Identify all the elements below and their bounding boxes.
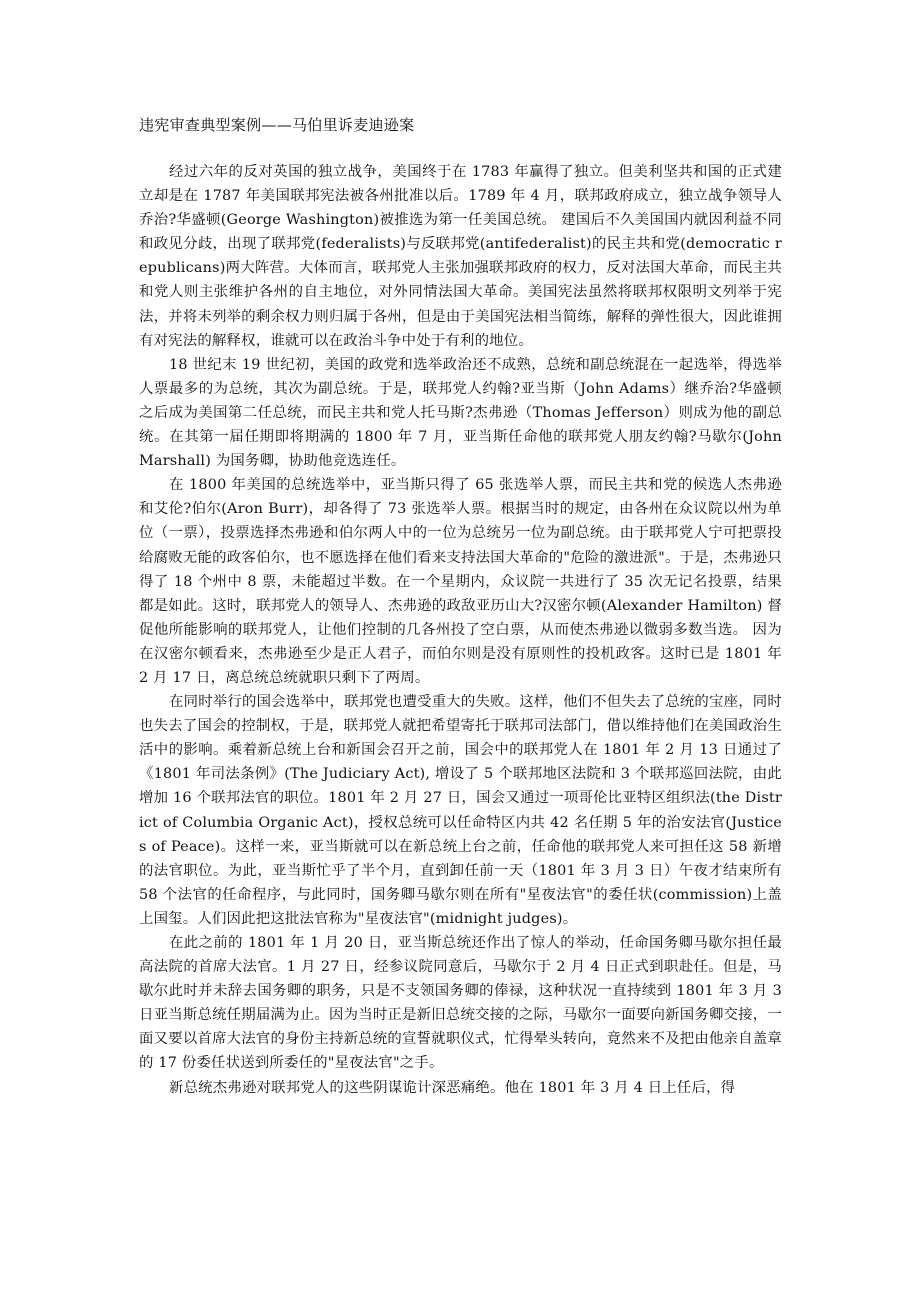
paragraph-3: 在 1800 年美国的总统选举中，亚当斯只得了 65 张选举人票，而民主共和党的候选人杰弗逊和艾伦?伯尔(Aron Burr)，却各得了 73 张选举人票。根据当时的规定，由各州在众议院以州为单位（一票），投票选择杰弗逊和伯尔两人中的一位为总统另一位为副总统。由于联邦党人宁可把票投给腐败无能的政客伯尔，也不愿选择在他们看来支持法国大革命的"危险的激进派"。于是，杰弗逊只得了 18 个州中 8 票，未能超过半数。在一个星期内，众议院一共进行了 35 次无记名投票，结果都是如此。这时，联邦党人的领导人、杰弗逊的政敌亚历山大?汉密尔顿(Alexander Hamilton) 督促他所能影响的联邦党人，让他们控制的几各州投了空白票，从而使杰弗逊以微弱多数当选。 因为在汉密尔顿看来，杰弗逊至少是正人君子，而伯尔则是没有原则性的投机政客。这时已是 1801 年 2 月 17 日，离总统总统就职只剩下了两周。 — [139, 477, 782, 686]
paragraph-1: 经过六年的反对英国的独立战争，美国终于在 1783 年赢得了独立。但美利坚共和国的正式建立却是在 1787 年美国联邦宪法被各州批准以后。1789 年 4 月，联邦政府成立，独立战争领导人乔治?华盛顿(George Washington)被推选为第一任美国总统。 建国后不久美国国内就因利益不同和政见分歧，出现了联邦党(federalists)与反联邦党(antifederalist)的民主共和党(democratic republicans)两大阵营。大体而言，联邦党人主张加强联邦政府的权力，反对法国大革命，而民主共和党人则主张维护各州的自主地位，对外同情法国大革命。美国宪法虽然将联邦权限明文列举于宪法，并将未列举的剩余权力则归属于各州，但是由于美国宪法相当简练，解释的弹性很大，因此谁拥有对宪法的解释权，谁就可以在政治斗争中处于有利的地位。 — [139, 164, 782, 349]
document-title: 违宪审查典型案例——马伯里诉麦迪逊案 — [139, 116, 415, 134]
document-body — [139, 160, 782, 1100]
paragraph-2: 18 世纪末 19 世纪初，美国的政党和选举政治还不成熟，总统和副总统混在一起选举，得选举人票最多的为总统，其次为副总统。于是，联邦党人约翰?亚当斯（John Adams）继乔治?华盛顿之后成为美国第二任总统，而民主共和党人托马斯?杰弗逊（Thomas Jefferson）则成为他的副总统。在其第一届任期即将期满的 1800 年 7 月，亚当斯任命他的联邦党人朋友约翰?马歇尔(John Marshall) 为国务卿，协助他竞选连任。 — [139, 356, 782, 470]
paragraph-5: 在此之前的 1801 年 1 月 20 日，亚当斯总统还作出了惊人的举动，任命国务卿马歇尔担任最高法院的首席大法官。1 月 27 日，经参议院同意后，马歇尔于 2 月 4 日正式到职赴任。但是，马歇尔此时并未辞去国务卿的职务，只是不支领国务卿的俸禄，这种状况一直持续到 1801 年 3 月 3 日亚当斯总统任期届满为止。因为当时正是新旧总统交接的之际，马歇尔一面要向新国务卿交接，一面又要以首席大法官的身份主持新总统的宣誓就职仪式，忙得晕头转向，竟然来不及把由他亲自盖章的 17 份委任状送到所委任的"星夜法官"之手。 — [139, 935, 782, 1072]
paragraph-4: 在同时举行的国会选举中，联邦党也遭受重大的失败。这样，他们不但失去了总统的宝座，同时也失去了国会的控制权，于是，联邦党人就把希望寄托于联邦司法部门，借以维持他们在美国政治生活中的影响。乘着新总统上台和新国会召开之前，国会中的联邦党人在 1801 年 2 月 13 日通过了《1801 年司法条例》(The Judiciary Act), 增设了 5 个联邦地区法院和 3 个联邦巡回法院，由此增加 16 个联邦法官的职位。1801 年 2 月 27 日，国会又通过一项哥伦比亚特区组织法(the District of Columbia Organic Act)，授权总统可以任命特区内共 42 名任期 5 年的治安法官(Justices of Peace)。这样一来，亚当斯就可以在新总统上台之前，任命他的联邦党人来可担任这 58 新增的法官职位。为此，亚当斯忙乎了半个月，直到卸任前一天（1801 年 3 月 3 日）午夜才结束所有 58 个法官的任命程序，与此同时，国务卿马歇尔则在所有"星夜法官"的委任状(commission)上盖上国玺。人们因此把这批法官称为"星夜法官"(midnight judges)。 — [139, 694, 782, 927]
paragraph-6: 新总统杰弗逊对联邦党人的这些阴谋诡计深恶痛绝。他在 1801 年 3 月 4 日上任后，得 — [169, 1079, 736, 1096]
